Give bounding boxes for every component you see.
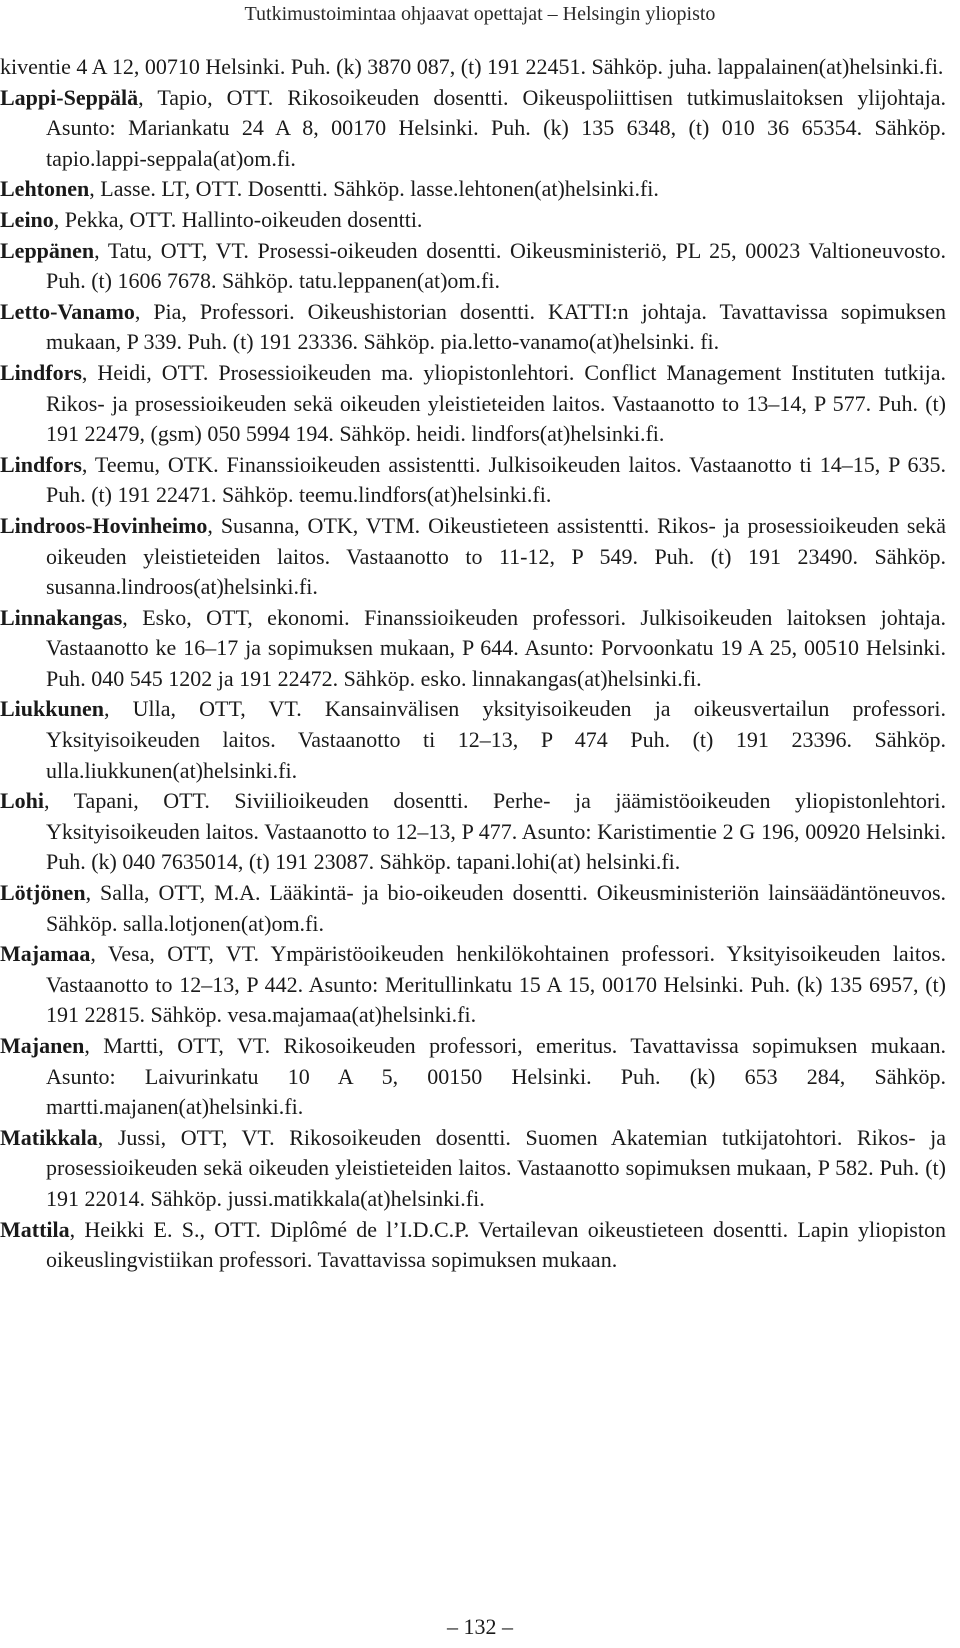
directory-entry (0, 1031, 960, 1123)
entry-text: , Esko, OTT, ekonomi. Finanssioikeuden professori. Julkisoikeuden laitoksen johtaja. Vastaanotto ke 16–17 ja sopimuksen mukaan, P 644. Asunto: Porvoonkatu 19 A 25, 00510 Helsinki. Puh. 040 545 1202 ja 191 22472. Sähköp. esko. linnakangas(at)helsinki.fi. (46, 604, 946, 691)
directory-entry (0, 878, 960, 939)
directory-entry (0, 52, 960, 83)
directory-entry (0, 694, 960, 786)
entry-name: Matikkala (0, 1124, 98, 1150)
entry-text: , Pekka, OTT. Hallinto-oikeuden dosentti. (53, 206, 423, 232)
entry-text: , Lasse. LT, OTT. Dosentti. Sähköp. lasse.lehtonen(at)helsinki.fi. (89, 176, 659, 202)
directory-entry (0, 511, 960, 603)
entry-text: , Pia, Professori. Oikeushistorian dosentti. KATTI:n johtaja. Tavattavissa sopimuksen mukaan, P 339. Puh. (t) 191 23336. Sähköp. pia.letto-vanamo(at)helsinki. fi. (46, 298, 946, 355)
entry-name: Majanen (0, 1033, 85, 1058)
directory-entry (0, 1215, 960, 1276)
entry-name: Majamaa (0, 941, 91, 967)
entry-name: Linnakangas (0, 604, 123, 630)
entry-text: , Martti, OTT, VT. Rikosoikeuden professori, emeritus. Tavattavissa sopimuksen mukaan. Asunto: Laivurinkatu 10 A 5, 00150 Helsinki. Puh. (k) 653 284, Sähköp. martti.majanen(at)helsinki.fi. (46, 1033, 946, 1120)
entry-name: Leino (0, 206, 54, 232)
entry-name: Lötjönen (0, 880, 86, 906)
directory-entry (0, 174, 960, 205)
directory-entry (0, 358, 960, 450)
directory-entry (0, 603, 960, 695)
directory-entry (0, 450, 960, 511)
entry-text: , Susanna, OTK, VTM. Oikeustieteen assistentti. Rikos- ja prosessioikeuden sekä oikeuden yleistieteiden laitos. Vastaanotto to 11-12, P 549. Puh. (t) 191 23490. Sähköp. susanna.lindroos(at)helsinki.fi. (46, 512, 946, 600)
entry-name: Leppänen (0, 237, 95, 263)
directory-entries (0, 52, 960, 1276)
entry-name: Liukkunen (0, 696, 104, 722)
directory-entry (0, 1123, 960, 1215)
entry-name: Letto-Vanamo (0, 298, 135, 324)
entry-text: , Heikki E. S., OTT. Diplômé de l’I.D.C.P. Vertailevan oikeustieteen dosentti. Lapin yliopiston oikeuslingvistiikan professori. Tavattavissa sopimuksen mukaan. (46, 1216, 946, 1273)
directory-entry (0, 205, 960, 236)
entry-text: , Heidi, OTT. Prosessioikeuden ma. yliopistonlehtori. Conflict Management Instituten tutkija. Rikos- ja prosessioikeuden sekä oikeuden yleistieteiden laitos. Vastaanotto to 13–14, P 577. Puh. (t) 191 22479, (gsm) 050 5994 194. Sähköp. heidi. lindfors(at)helsinki.fi. (46, 359, 946, 447)
directory-entry (0, 939, 960, 1031)
entry-name: Lindfors (0, 359, 82, 385)
page-number: – 132 – (447, 1614, 513, 1639)
directory-entry (0, 83, 960, 175)
directory-entry (0, 236, 960, 297)
entry-text: , Teemu, OTK. Finanssioikeuden assistentti. Julkisoikeuden laitos. Vastaanotto ti 14–15, P 635. Puh. (t) 191 22471. Sähköp. teemu.lindfors(at)helsinki.fi. (46, 451, 946, 508)
entry-name: Lindroos-Hovinheimo (0, 512, 208, 538)
entry-text: , Jussi, OTT, VT. Rikosoikeuden dosentti. Suomen Akatemian tutkijatohtori. Rikos- ja prosessioikeuden sekä oikeuden yleistieteiden laitos. Vastaanotto sopimuksen mukaan, P 582. Puh. (t) 191 22014. Sähköp. jussi.matikkala(at)helsinki.fi. (46, 1124, 946, 1211)
running-header: Tutkimustoimintaa ohjaavat opettajat – Helsingin yliopisto (244, 3, 716, 25)
entry-name: Lindfors (0, 451, 82, 477)
directory-entry (0, 297, 960, 358)
entry-text: , Tatu, OTT, VT. Prosessi-oikeuden dosentti. Oikeusministeriö, PL 25, 00023 Valtioneuvosto. Puh. (t) 1606 7678. Sähköp. tatu.leppanen(at)om.fi. (46, 237, 946, 294)
entry-text: , Vesa, OTT, VT. Ympäristöoikeuden henkilökohtainen professori. Yksityisoikeuden laitos. Vastaanotto to 12–13, P 442. Asunto: Meritullinkatu 15 A 15, 00170 Helsinki. Puh. (k) 135 6957, (t) 191 22815. Sähköp. vesa.majamaa(at)helsinki.fi. (46, 941, 946, 1028)
entry-name: Lappi-Seppälä (0, 84, 139, 110)
entry-text: , Tapio, OTT. Rikosoikeuden dosentti. Oikeuspoliittisen tutkimuslaitoksen ylijohtaja. Asunto: Mariankatu 24 A 8, 00170 Helsinki. Puh. (k) 135 6348, (t) 010 36 65354. Sähköp. tapio.lappi-seppala(at)om.fi. (46, 84, 946, 171)
entry-text: kiventie 4 A 12, 00710 Helsinki. Puh. (k) 3870 087, (t) 191 22451. Sähköp. juha. lappalainen(at)helsinki.fi. (0, 54, 944, 79)
directory-entry (0, 786, 960, 878)
entry-name: Lohi (0, 788, 45, 814)
entry-text: , Salla, OTT, M.A. Lääkintä- ja bio-oikeuden dosentti. Oikeusministeriön lainsäädäntöneuvos. Sähköp. salla.lotjonen(at)om.fi. (46, 880, 946, 936)
entry-name: Mattila (0, 1216, 70, 1242)
entry-name: Lehtonen (0, 176, 90, 202)
entry-text: , Ulla, OTT, VT. Kansainvälisen yksityisoikeuden ja oikeusvertailun professori. Yksityisoikeuden laitos. Vastaanotto ti 12–13, P 474 Puh. (t) 191 23396. Sähköp. ulla.liukkunen(at)helsinki.fi. (46, 696, 946, 783)
entry-text: , Tapani, OTT. Siviilioikeuden dosentti. Perhe- ja jäämistöoikeuden yliopistonlehtori. Yksityisoikeuden laitos. Vastaanotto to 12–13, P 477. Asunto: Karistimentie 2 G 196, 00920 Helsinki. Puh. (k) 040 7635014, (t) 191 23087. Sähköp. tapani.lohi(at) helsinki.fi. (44, 788, 946, 875)
